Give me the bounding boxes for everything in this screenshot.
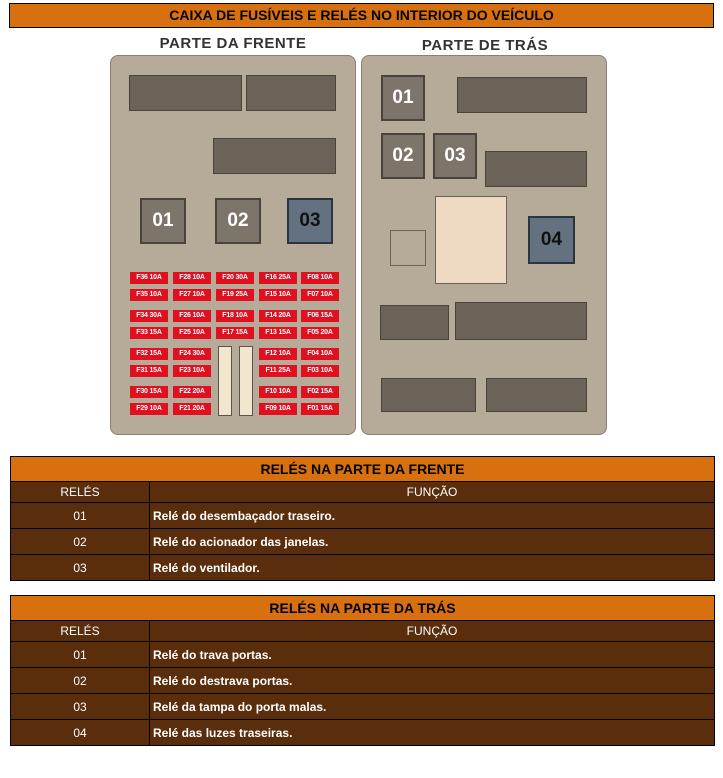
fuse: F15 10A: [259, 289, 297, 301]
fuse: F17 15A: [216, 327, 254, 339]
fuse: F24 30A: [173, 348, 211, 360]
fuse-column-2: [173, 272, 211, 415]
fuse: F21 20A: [173, 403, 211, 415]
fuse: F30 15A: [130, 386, 168, 398]
fuse: F02 15A: [301, 386, 339, 398]
fuse: F06 15A: [301, 310, 339, 322]
fuse: F10 10A: [259, 386, 297, 398]
back-empty-slot: [390, 230, 426, 266]
relay-function: Relé das luzes traseiras.: [150, 720, 715, 746]
back-relay-01: 01: [381, 75, 425, 121]
front-relay-01: 01: [140, 198, 186, 244]
fuse: F11 25A: [259, 365, 297, 377]
fuse: F09 10A: [259, 403, 297, 415]
fuse: F13 15A: [259, 327, 297, 339]
back-side-label: PARTE DE TRÁS: [421, 37, 549, 54]
front-connector-1: [129, 75, 242, 111]
fuse: F35 10A: [130, 289, 168, 301]
relay-id: 02: [11, 668, 150, 694]
fuse: F29 10A: [130, 403, 168, 415]
fuse-column-3: [216, 272, 254, 339]
fuse: F22 20A: [173, 386, 211, 398]
table-row: [11, 555, 715, 581]
fuse: F04 10A: [301, 348, 339, 360]
fuse: F36 10A: [130, 272, 168, 284]
fuse-column-1: [130, 272, 168, 415]
front-table-title: RELÉS NA PARTE DA FRENTE: [11, 457, 715, 482]
front-relay-02: 02: [215, 198, 261, 244]
back-connector-2: [485, 151, 587, 187]
back-connector-4: [455, 302, 587, 340]
relay-function: Relé do destrava portas.: [150, 668, 715, 694]
fuse: F28 10A: [173, 272, 211, 284]
back-relays-table: [10, 595, 715, 746]
fuse: F31 15A: [130, 365, 168, 377]
fuse: F25 10A: [173, 327, 211, 339]
fuse: F12 10A: [259, 348, 297, 360]
table-row: [11, 503, 715, 529]
fuse: F34 30A: [130, 310, 168, 322]
fuse-column-4: [259, 272, 297, 415]
front-relay-03: 03: [287, 198, 333, 244]
fuse: F23 10A: [173, 365, 211, 377]
fuse: F18 10A: [216, 310, 254, 322]
back-table-title: RELÉS NA PARTE DA TRÁS: [11, 596, 715, 621]
relay-id: 04: [11, 720, 150, 746]
back-relay-04: 04: [528, 216, 575, 264]
fuse: F03 10A: [301, 365, 339, 377]
column-header-function: FUNÇÃO: [150, 621, 715, 642]
fuse: F16 25A: [259, 272, 297, 284]
back-relay-02: 02: [381, 133, 425, 179]
front-connector-3: [213, 138, 336, 174]
fuse: F32 15A: [130, 348, 168, 360]
relay-function: Relé da tampa do porta malas.: [150, 694, 715, 720]
relay-function: Relé do trava portas.: [150, 642, 715, 668]
page-title: CAIXA DE FUSÍVEIS E RELÉS NO INTERIOR DO VEÍCULO: [9, 3, 714, 28]
fuse: F14 20A: [259, 310, 297, 322]
column-header-relays: RELÉS: [11, 482, 150, 503]
relay-id: 02: [11, 529, 150, 555]
column-header-function: FUNÇÃO: [150, 482, 715, 503]
fuse: F27 10A: [173, 289, 211, 301]
relay-function: Relé do desembaçador traseiro.: [150, 503, 715, 529]
table-row: [11, 720, 715, 746]
fuse: F05 20A: [301, 327, 339, 339]
maxi-fuse-slot: [218, 346, 232, 416]
table-row: [11, 668, 715, 694]
front-relays-table: [10, 456, 715, 581]
back-connector-5: [381, 378, 476, 412]
fuse-column-5: [301, 272, 339, 415]
fuse: F01 15A: [301, 403, 339, 415]
front-connector-2: [246, 75, 336, 111]
column-header-relays: RELÉS: [11, 621, 150, 642]
back-large-pad: [435, 196, 507, 284]
relay-id: 01: [11, 503, 150, 529]
table-row: [11, 642, 715, 668]
fuse: F08 10A: [301, 272, 339, 284]
relay-id: 03: [11, 694, 150, 720]
relay-function: Relé do acionador das janelas.: [150, 529, 715, 555]
maxi-fuse-slot: [239, 346, 253, 416]
front-side-label: PARTE DA FRENTE: [159, 35, 307, 52]
table-row: [11, 529, 715, 555]
fuse: F19 25A: [216, 289, 254, 301]
fuse: F07 10A: [301, 289, 339, 301]
fuse: F33 15A: [130, 327, 168, 339]
relay-id: 03: [11, 555, 150, 581]
back-connector-6: [486, 378, 587, 412]
back-connector-1: [457, 77, 587, 113]
relay-function: Relé do ventilador.: [150, 555, 715, 581]
relay-id: 01: [11, 642, 150, 668]
back-relay-03: 03: [433, 133, 477, 179]
fuse: F20 30A: [216, 272, 254, 284]
fuse: F26 10A: [173, 310, 211, 322]
back-connector-3: [380, 305, 449, 340]
table-row: [11, 694, 715, 720]
